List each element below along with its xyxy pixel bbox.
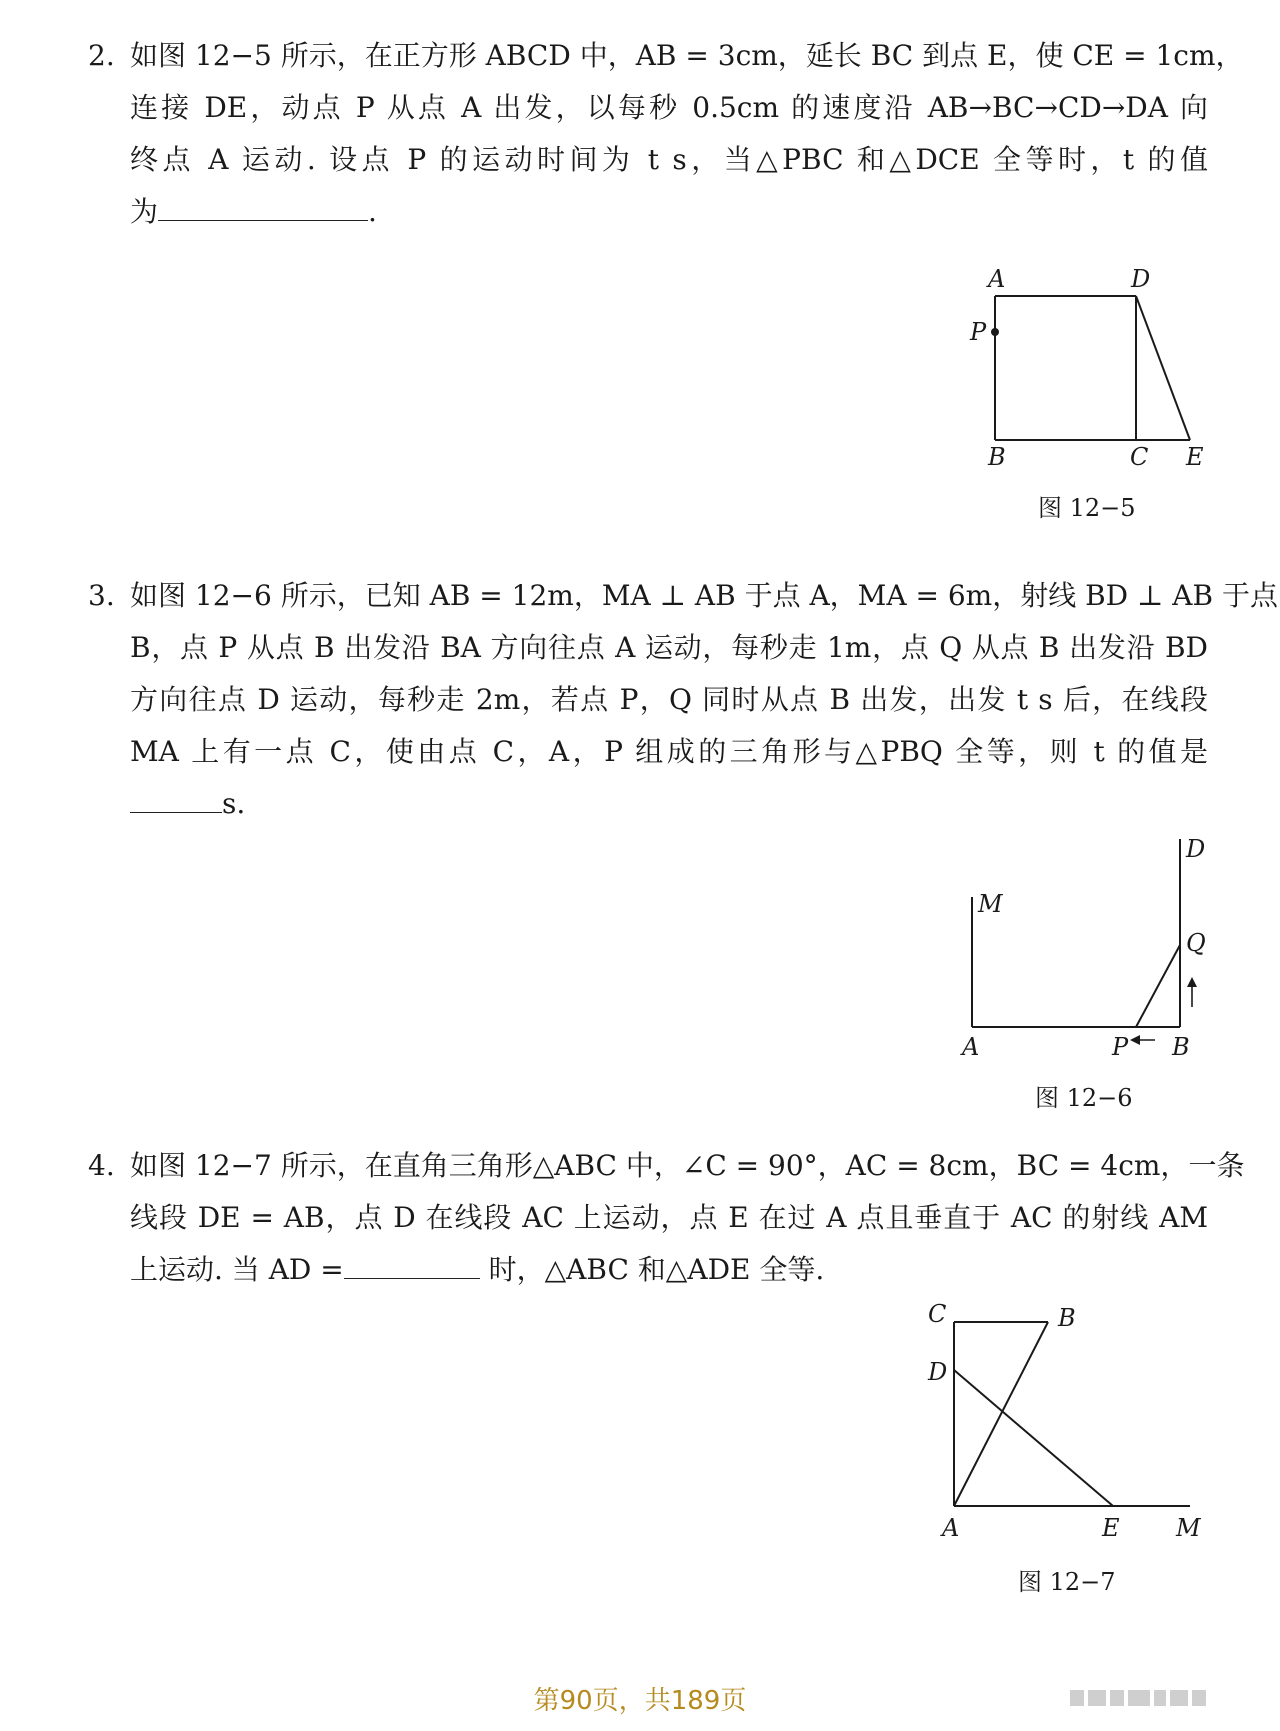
problem-4	[88, 1140, 1245, 1296]
arrow-left-head	[1130, 1035, 1140, 1045]
label-c: C	[928, 1300, 947, 1328]
problem-2	[88, 30, 1244, 238]
label-a: A	[942, 1514, 960, 1542]
problem-text-line: 如图 12−7 所示，在直角三角形△ABC 中，∠C = 90°，AC = 8cm，BC = 4cm，一条	[130, 1149, 1245, 1182]
answer-blank[interactable]	[344, 1248, 480, 1279]
label-d: D	[928, 1358, 948, 1386]
label-p: P	[1112, 1033, 1129, 1061]
label-a: A	[962, 1033, 980, 1061]
answer-blank[interactable]	[158, 190, 368, 221]
figure-caption: 图 12−7	[1018, 1568, 1116, 1596]
problem-text-line: 如图 12−6 所示，已知 AB = 12m，MA ⊥ AB 于点 A，MA = 6m，射线 BD ⊥ AB 于点	[130, 579, 1278, 612]
label-d: D	[1186, 835, 1206, 863]
footer-toolbar-icon	[1070, 1690, 1210, 1710]
label-e: E	[1102, 1514, 1120, 1542]
problem-text-line: MA 上有一点 C，使由点 C，A，P 组成的三角形与△PBQ 全等，则 t 的值是	[130, 735, 1208, 768]
problem-text-line: 终点 A 运动. 设点 P 的运动时间为 t s，当△PBC 和△DCE 全等时，t 的值	[130, 143, 1208, 176]
label-a: A	[988, 265, 1006, 293]
figure-12-5	[960, 260, 1220, 480]
answer-blank[interactable]	[130, 782, 222, 813]
page-counter: 第90页，共189页	[533, 1686, 747, 1716]
problem-text-line: B，点 P 从点 B 出发沿 BA 方向往点 A 运动，每秒走 1m，点 Q 从点 B 出发沿 BD	[130, 631, 1208, 664]
figure-12-7	[920, 1300, 1220, 1550]
problem-text-line: 连接 DE，动点 P 从点 A 出发，以每秒 0.5cm 的速度沿 AB→BC→CD→DA 向	[130, 91, 1208, 124]
label-e: E	[1186, 443, 1204, 471]
label-q: Q	[1186, 929, 1206, 957]
figure-caption: 图 12−6	[1035, 1084, 1133, 1112]
label-m: M	[978, 890, 1003, 918]
problem-number: 3.	[88, 579, 115, 612]
label-c: C	[1130, 443, 1149, 471]
label-d: D	[1131, 265, 1151, 293]
problem-text-suffix: s.	[222, 787, 246, 820]
problem-text-suffix: 时，△ABC 和△ADE 全等.	[479, 1253, 825, 1286]
problem-number: 4.	[88, 1149, 115, 1182]
problem-text-line: 为	[130, 195, 159, 228]
label-m: M	[1176, 1514, 1201, 1542]
problem-text-suffix: .	[368, 195, 377, 228]
problem-text-line: 方向往点 D 运动，每秒走 2m，若点 P，Q 同时从点 B 出发，出发 t s 后，在线段	[130, 683, 1208, 716]
point-p	[991, 328, 999, 336]
label-b: B	[988, 443, 1006, 471]
label-b: B	[1058, 1304, 1076, 1332]
arrow-up-head	[1187, 977, 1197, 987]
problem-text-line: 线段 DE = AB，点 D 在线段 AC 上运动，点 E 在过 A 点且垂直于 AC 的射线 AM	[130, 1201, 1208, 1234]
problem-text-line: 如图 12−5 所示，在正方形 ABCD 中，AB = 3cm，延长 BC 到点 E，使 CE = 1cm，	[130, 39, 1244, 72]
label-b: B	[1172, 1033, 1190, 1061]
problem-text-line: 上运动. 当 AD =	[130, 1253, 344, 1286]
figure-12-6	[960, 835, 1220, 1065]
problem-3	[88, 570, 1278, 830]
problem-number: 2.	[88, 39, 115, 72]
figure-caption: 图 12−5	[1038, 494, 1136, 522]
label-p: P	[970, 318, 987, 346]
